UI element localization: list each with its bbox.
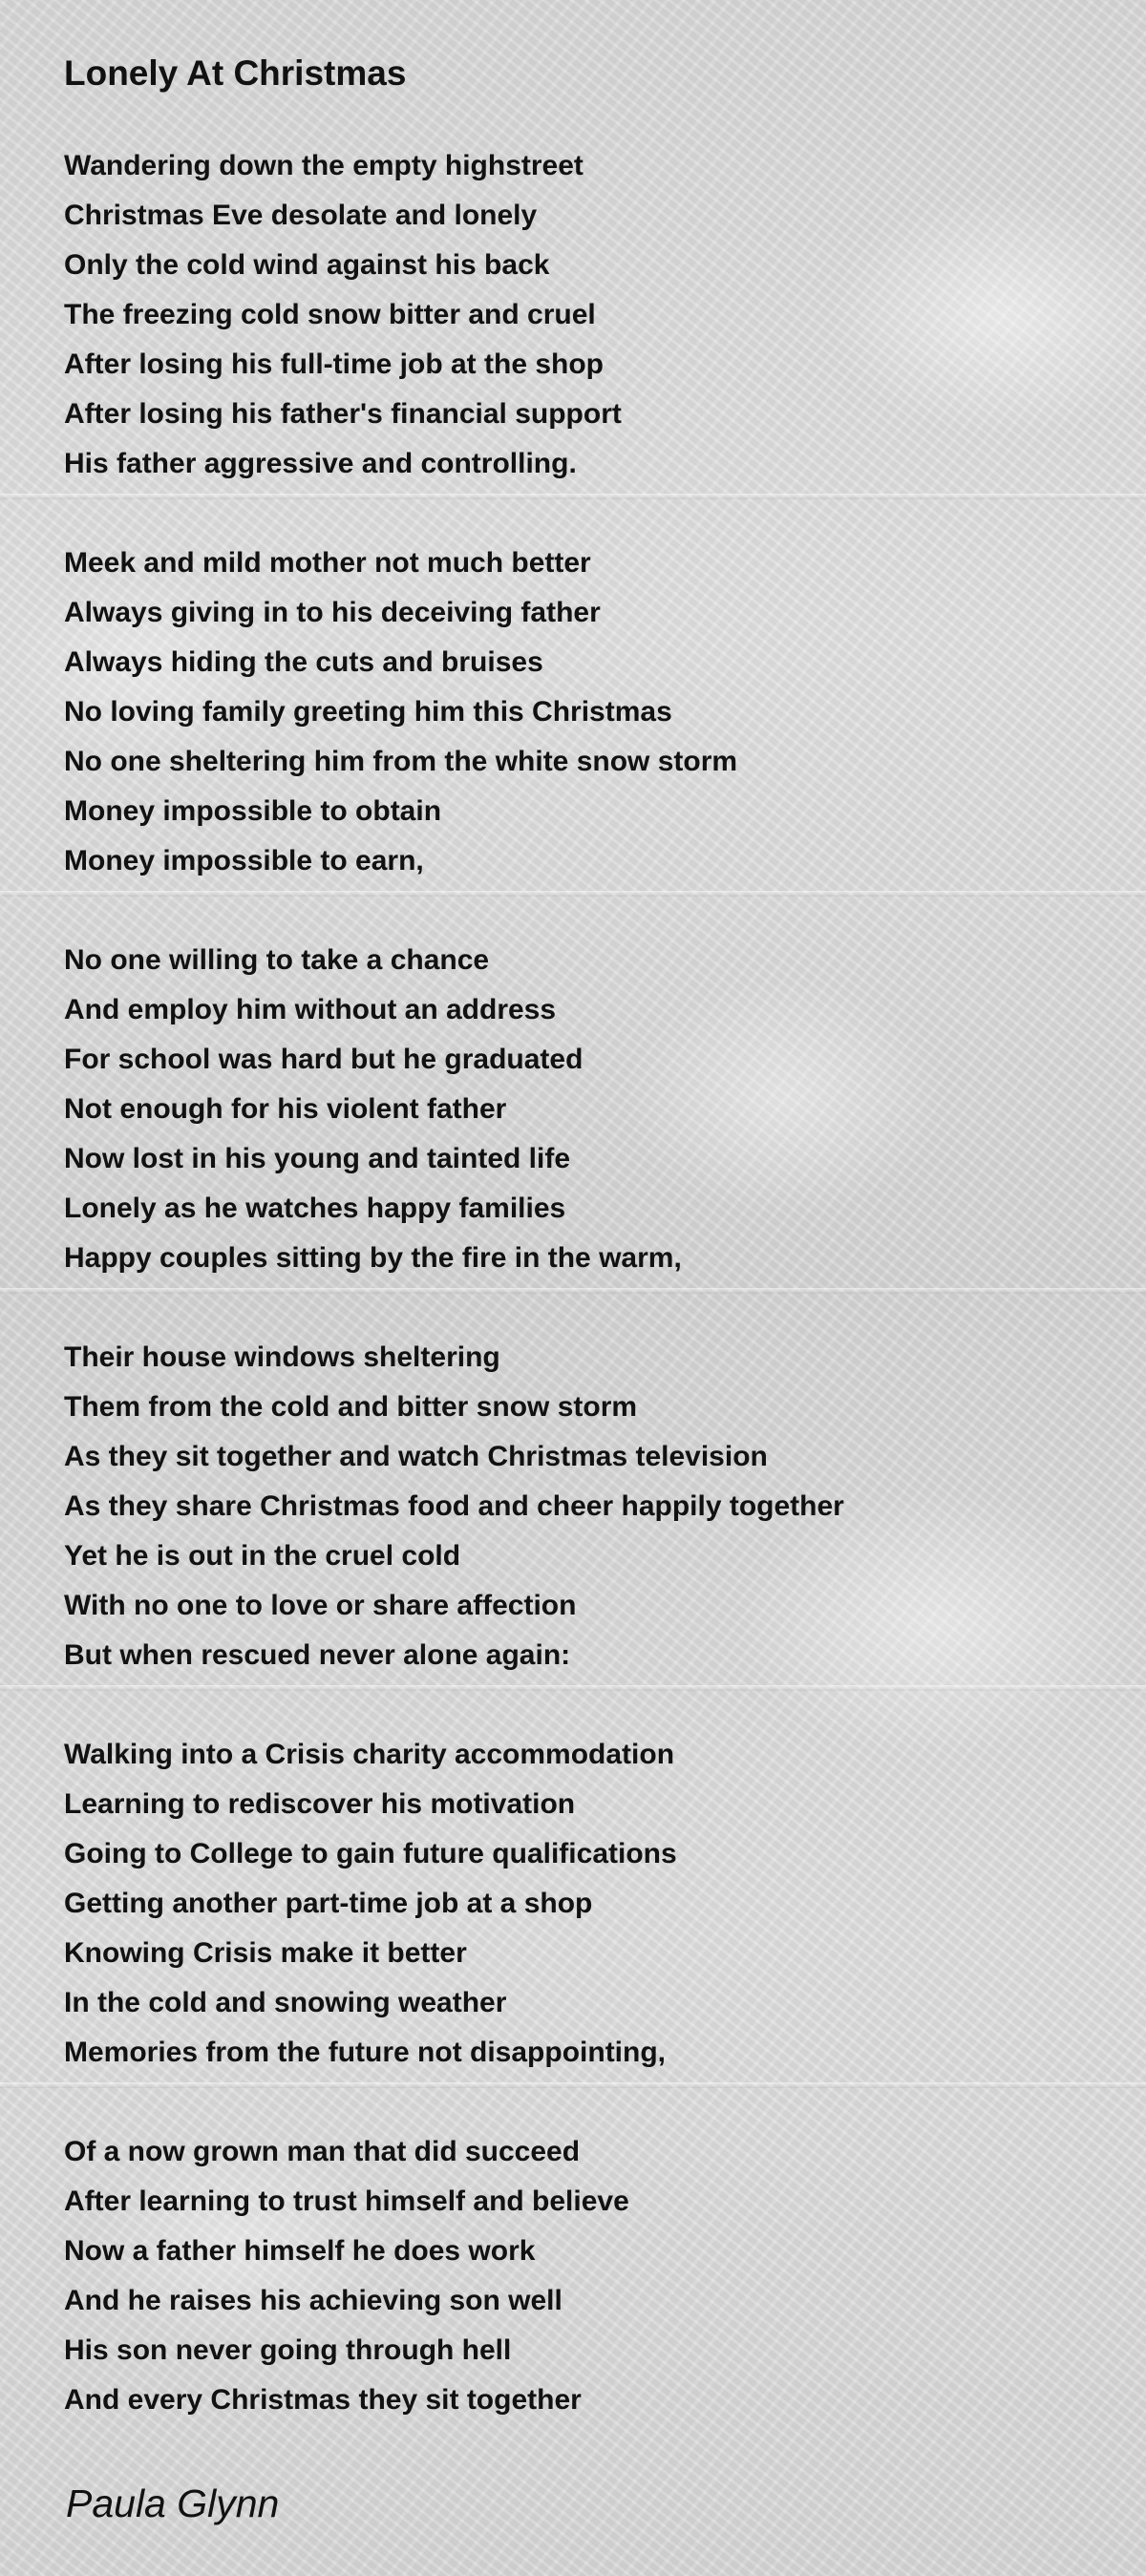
stanza-4 bbox=[64, 1333, 1095, 1680]
poem-line: And employ him without an address bbox=[64, 994, 557, 1025]
stanza-1 bbox=[64, 141, 1095, 489]
poem-line: After losing his father's financial support bbox=[64, 398, 622, 430]
poem-line: Getting another part-time job at a shop bbox=[64, 1888, 593, 1919]
poem-line: No loving family greeting him this Christmas bbox=[64, 696, 672, 728]
poem-line: Walking into a Crisis charity accommodation bbox=[64, 1739, 675, 1770]
poem-line: Not enough for his violent father bbox=[64, 1093, 507, 1125]
poem-line: Money impossible to obtain bbox=[64, 795, 442, 827]
poem-line: As they share Christmas food and cheer happily together bbox=[64, 1490, 844, 1522]
poem-line: With no one to love or share affection bbox=[64, 1590, 577, 1621]
poem-line: Money impossible to earn, bbox=[64, 845, 424, 876]
poem-line: Of a now grown man that did succeed bbox=[64, 2136, 581, 2167]
poem-line: Memories from the future not disappointing, bbox=[64, 2037, 666, 2068]
stanza-3 bbox=[64, 936, 1095, 1283]
poem-line: Always giving in to his deceiving father bbox=[64, 597, 601, 628]
poem-line: Knowing Crisis make it better bbox=[64, 1937, 467, 1969]
stanza-5 bbox=[64, 1730, 1095, 2078]
poem-line: Learning to rediscover his motivation bbox=[64, 1788, 576, 1820]
poem-line: Lonely as he watches happy families bbox=[64, 1193, 566, 1224]
stanza-2 bbox=[64, 538, 1095, 886]
poem-line: Going to College to gain future qualifications bbox=[64, 1838, 677, 1869]
poem-author: Paula Glynn bbox=[66, 2481, 280, 2525]
poem-line: In the cold and snowing weather bbox=[64, 1987, 507, 2018]
poem-line: Christmas Eve desolate and lonely bbox=[64, 200, 538, 231]
poem-line: And every Christmas they sit together bbox=[64, 2384, 582, 2416]
stanza-6 bbox=[64, 2127, 1095, 2425]
poem-line: His son never going through hell bbox=[64, 2334, 512, 2366]
poem-line: The freezing cold snow bitter and cruel bbox=[64, 299, 596, 330]
poem-line: No one willing to take a chance bbox=[64, 944, 490, 976]
poem bbox=[64, 50, 1095, 2425]
poem-title: Lonely At Christmas bbox=[64, 53, 407, 93]
poem-line: After losing his full-time job at the shop bbox=[64, 348, 605, 380]
poem-line: As they sit together and watch Christmas television bbox=[64, 1441, 768, 1472]
poem-line: Them from the cold and bitter snow storm bbox=[64, 1391, 638, 1423]
poem-line: And he raises his achieving son well bbox=[64, 2285, 562, 2316]
poem-line: Wandering down the empty highstreet bbox=[64, 150, 584, 181]
poem-line: Now a father himself he does work bbox=[64, 2235, 536, 2267]
poem-line: Always hiding the cuts and bruises bbox=[64, 646, 543, 678]
poem-line: For school was hard but he graduated bbox=[64, 1044, 584, 1075]
poem-line: Their house windows sheltering bbox=[64, 1341, 500, 1373]
poem-line: Happy couples sitting by the fire in the warm, bbox=[64, 1242, 682, 1274]
poem-line: No one sheltering him from the white snow storm bbox=[64, 746, 738, 777]
poem-line: Yet he is out in the cruel cold bbox=[64, 1540, 461, 1572]
poem-line: Meek and mild mother not much better bbox=[64, 547, 591, 579]
poem-line: After learning to trust himself and believe bbox=[64, 2185, 629, 2217]
poem-line: But when rescued never alone again: bbox=[64, 1639, 571, 1671]
poem-line: His father aggressive and controlling. bbox=[64, 448, 577, 479]
poem-line: Now lost in his young and tainted life bbox=[64, 1143, 571, 1174]
poem-line: Only the cold wind against his back bbox=[64, 249, 550, 281]
